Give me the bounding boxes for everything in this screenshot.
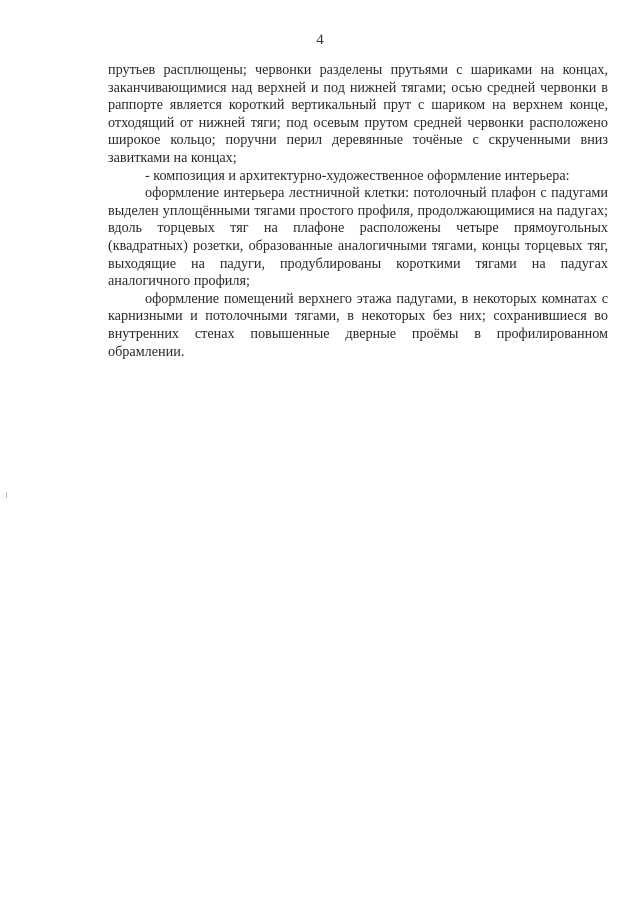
paragraph-staircase-interior: оформление интерьера лестничной клетки: потолочный плафон с падугами выделен уплощёнными тягами простого профиля, продолжающимися на падугах; вдоль торцевых тяг на плафоне расположены четыре прямоугольных (квадратных) розетки, образованные аналогичными тягами, концы торцевых тяг, выходящие на падуги, продублированы короткими тягами на падугах аналогичного профиля;: [108, 185, 608, 290]
paragraph-railing-description: прутьев расплющены; червонки разделены прутьями с шариками на концах, заканчивающимися над верхней и под нижней тягами; осью средней червонки в раппорте является короткий вертикальный прут с шариком на верхнем конце, отходящий от нижней тяги; под осевым прутом средней червонки расположено широкое кольцо; поручни перил деревянные точёные с скрученными вниз завитками на концах;: [108, 62, 608, 166]
document-body: [108, 62, 608, 361]
page-number: 4: [316, 32, 324, 48]
paragraph-upper-floor-interior: оформление помещений верхнего этажа падугами, в некоторых комнатах с карнизными и потолочными тягами, в некоторых без них; сохранившиеся во внутренних стенах повышенные дверные проёмы в профилированном обрамлении.: [108, 290, 608, 360]
scan-edge-mark: [6, 492, 7, 498]
paragraph-interior-heading: - композиция и архитектурно-художественное оформление интерьера:: [145, 167, 570, 184]
